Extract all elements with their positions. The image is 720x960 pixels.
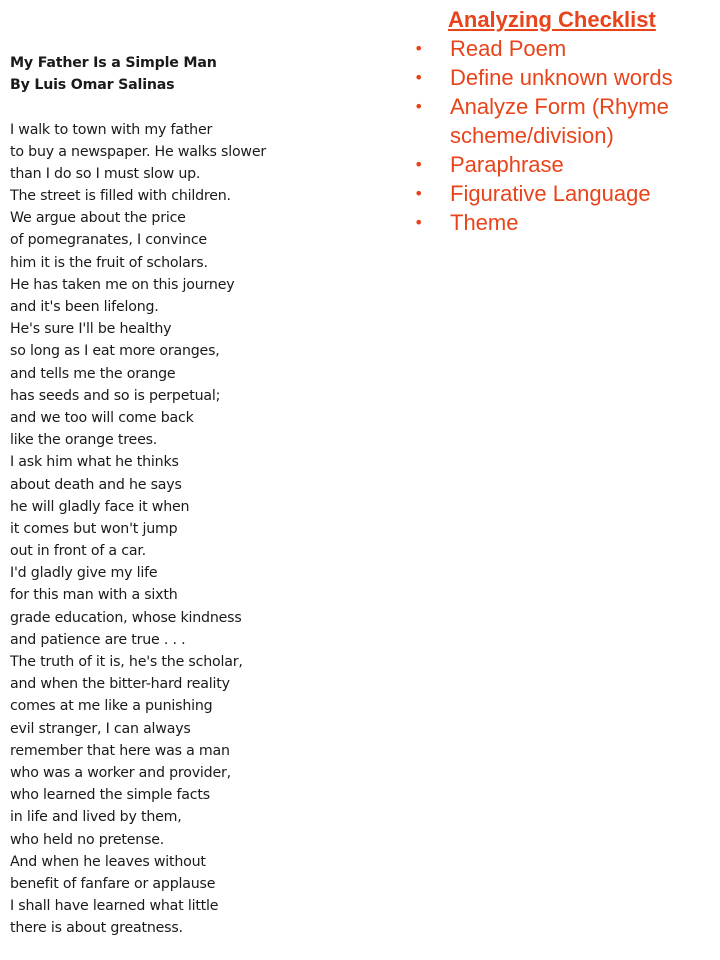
poem-title: My Father Is a Simple Man [10, 55, 217, 71]
poem-line: than I do so I must slow up. [10, 165, 201, 182]
poem-line: I shall have learned what little [10, 898, 219, 915]
checklist-item [410, 150, 715, 179]
poem-line: and when the bitter-hard reality [10, 676, 230, 693]
checklist-item-label: Read Poem [450, 36, 567, 61]
bullet-icon: • [414, 155, 424, 174]
poem-line: and we too will come back [10, 409, 194, 426]
checklist-item-label: Figurative Language [450, 181, 651, 206]
poem-spacer [10, 96, 310, 119]
bullet-icon: • [414, 39, 424, 58]
poem-line: for this man with a sixth [10, 587, 178, 604]
poem-line: I walk to town with my father [10, 121, 213, 138]
poem-line: benefit of fanfare or applause [10, 875, 216, 892]
poem-line: He's sure I'll be healthy [10, 321, 172, 338]
poem-line: him it is the fruit of scholars. [10, 254, 208, 271]
poem-line: The street is filled with children. [10, 188, 231, 205]
poem-line: it comes but won't jump [10, 520, 178, 537]
bullet-icon: • [414, 213, 424, 232]
poem [10, 52, 310, 939]
checklist-item [410, 63, 715, 92]
poem-line: out in front of a car. [10, 543, 146, 560]
poem-line: like the orange trees. [10, 432, 158, 449]
poem-line: and tells me the orange [10, 365, 176, 382]
poem-line: who held no pretense. [10, 831, 165, 848]
poem-line: and patience are true . . . [10, 631, 186, 648]
poem-line: grade education, whose kindness [10, 609, 242, 626]
checklist-item-label: Paraphrase [450, 152, 564, 177]
poem-line: remember that here was a man [10, 742, 230, 759]
bullet-icon: • [414, 184, 424, 203]
checklist-items [410, 34, 715, 237]
checklist-item [410, 208, 715, 237]
poem-line: We argue about the price [10, 210, 186, 227]
poem-line: The truth of it is, he's the scholar, [10, 654, 243, 670]
checklist-title: Analyzing Checklist [448, 7, 656, 32]
poem-line: He has taken me on this journey [10, 276, 235, 293]
poem-line: about death and he says [10, 476, 182, 493]
analyzing-checklist [410, 5, 715, 237]
bullet-icon: • [414, 97, 424, 116]
poem-author: By Luis Omar Salinas [10, 77, 175, 93]
bullet-icon: • [414, 68, 424, 87]
poem-line: who was a worker and provider, [10, 764, 231, 781]
poem-line: and it's been lifelong. [10, 299, 159, 315]
poem-line: so long as I eat more oranges, [10, 343, 220, 360]
poem-line: who learned the simple facts [10, 787, 210, 804]
checklist-item [410, 179, 715, 208]
poem-line: I ask him what he thinks [10, 454, 179, 471]
poem-line: in life and lived by them, [10, 809, 182, 826]
checklist-item-label: Define unknown words [450, 65, 673, 90]
poem-line: And when he leaves without [10, 853, 206, 870]
poem-line: evil stranger, I can always [10, 720, 191, 737]
checklist-item-label: Analyze Form (Rhyme scheme/division) [450, 94, 669, 148]
checklist-item [410, 34, 715, 63]
poem-line: he will gladly face it when [10, 498, 190, 515]
poem-line: of pomegranates, I convince [10, 232, 207, 249]
checklist-item-label: Theme [450, 210, 519, 235]
poem-body [10, 119, 310, 940]
poem-line: I'd gladly give my life [10, 565, 158, 582]
checklist-item [410, 92, 715, 150]
poem-line: has seeds and so is perpetual; [10, 387, 221, 404]
poem-line: there is about greatness. [10, 920, 183, 937]
poem-line: to buy a newspaper. He walks slower [10, 143, 267, 160]
poem-line: comes at me like a punishing [10, 698, 213, 715]
